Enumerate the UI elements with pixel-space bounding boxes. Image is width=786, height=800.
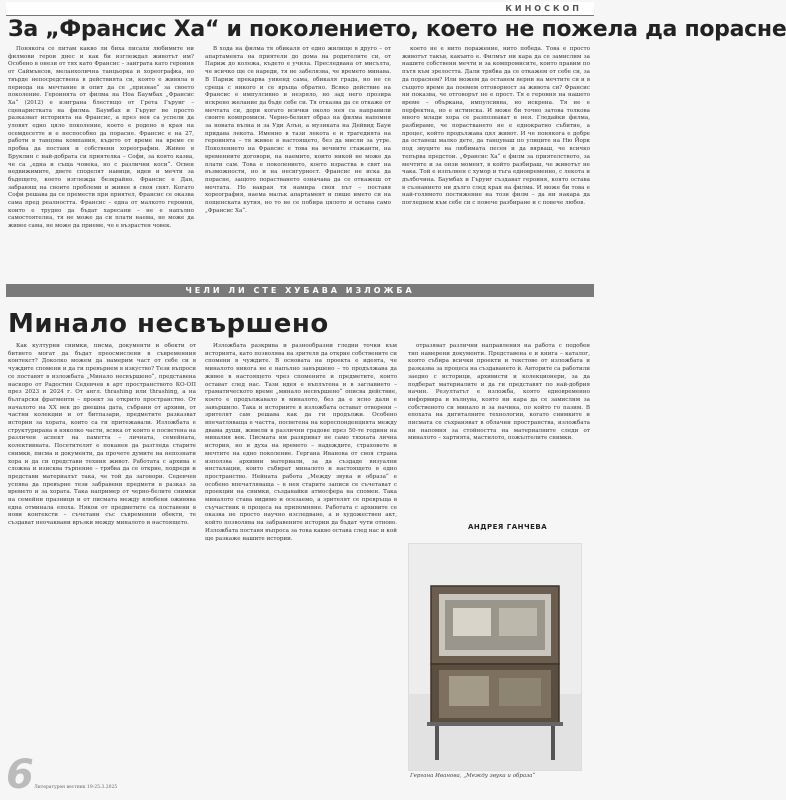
- installation-image: [409, 544, 581, 770]
- article-text: което не е нито поражение, нито победа. Това е просто животът такъв, какъвто е. Филмът ни кара да се замислим за нашите собствени мечти и за компромисите, които правим по пътя към зрелостта. Дали трябва да се откажем от себе си, за да пораснем? Или можем да останем верни на мечтите си и в същото време да поемем отговорност за живота си? Франсис ни показва, че отговорът не е прост. Тя е героиня на нашето време – объркана, импулсивна, но искрена. Тя не е перфектна, но е истинска. И може би точно затова толкова много млади хора се разпознават в нея. Гледайки филма, разбираме, че порастването не е еднократно събитие, а процес, който продължава цял живот. И че понякога е добре да останеш малко дете, да танцуваш по улиците на Ню Йорк под звуците на любимата песен и да вярваш, че всичко тепърва предстои. „Франсис Ха“ е филм за приятелството, за мечтите и за онзи момент, в който разбираш, че животът не чака. Той е изпълнен с хумор и тъга едновременно, с лекота и дълбочина. Баумбах и Гъруиг създават героиня, която остава в съзнанието ни дълго след края на филма. И може би това е най-голямото постижение на този филм – да ни накара да погледнем към себе си с повече разбиране и с повече любов.: [402, 46, 590, 207]
- section-label: КИНОСКОП: [505, 4, 582, 13]
- article-text: отразяват различни направления на работа с подобен тип намерени документи. Представена е и книга – каталог, която събира всички проекти и текстове от изложбата и разказва за процеса на създаването ѝ. Авторите са работили заедно с историци, архивисти и колекционери, за да подберат материалите и да ги представят по най-добрия начин. Резултатът е изложба, която едновременно информира и вълнува, която ни кара да се замислим за собственото си минало и за начина, по който го пазим. В епохата на дигиталните технологии, когато снимките и писмата се съхраняват в облачни пространства, изложбата ни напомня за стойността на материалните следи от миналото – хартията, мастилото, пожълтелите снимки.: [408, 343, 590, 442]
- exhibition-photo: [408, 543, 582, 771]
- article-text: В хода на филма тя обикаля от едно жилище в друго – от апартамента на приятели до дома на родителите си, от Париж до колежа, където е учила. Преследвана от мисълта, че всичко ще се нареди, тя не забелязва, че времето минава. В Париж прекарва уикенд сама, обикаля града, но не се среща с никого и се връща обратно. Всяко действие на Франсис е импулсивно и незряло, но зад него прозира искрено желание да бъде себе си. Тя отказва да се откаже от мечтата си, дори когато всички около нея са направили своите компромиси. Черно-белият образ на филма напомня за новата вълна и за Уди Алън, а музиката на Дейвид Бауи придава лекота. Именно в тази лекота е и трагедията на героинята – тя живее в настоящето, без да мисли за утре. Поколението на Франсис е това на вечните стажанти, на временните договори, на наемите, които никой не може да плати сам. Това е поколението, което израства в свят на възможности, но и на несигурност. Франсис не иска да порасне, защото порастването означава да се откажеш от мечтата. Но накрая тя намира своя път – поставя хореография, наема малък апартамент и пише името си на пощенската кутия, но то не се побира цялото и остава само „Франсис Ха“.: [205, 46, 391, 214]
- article-column-3: [402, 46, 590, 280]
- section-label: ЧЕЛИ ЛИ СТЕ ХУБАВА ИЗЛОЖБА: [185, 286, 415, 295]
- footer-text: Литературен вестник 19-25.3.2025: [34, 785, 118, 790]
- article-column-3: [408, 343, 590, 519]
- article-title: Минало несвършено: [8, 309, 329, 339]
- page-number: 6: [6, 752, 34, 798]
- article-text: Как културни снимки, писма, документи и обекти от битието могат да бъдат преосмислени в съвременния контекст? Доколко можем да намерим част от себе си в чуждите спомени и да ги превърнем в изкуство? Тези въпроси се поставят в изложбата „Минало несвършено“, представена наскоро от Радостин Седевчев в арт пространството КО-ОП през 2023 и 2024 г. От англ. thrashing или thrashing, а на български фрагменти – проект за открито пространство. От началото на XX век до днешна дата, събрани от архиви, от частни колекции и от битпазари, предметите разказват истории за хората, които са ги притежавали. Изложбата е структурирана в няколко части, всяка от които е посветена на различен аспект на паметта – личната, семейната, колективната. Посетителят е поканен да разгледа старите снимки, писма и документи, да прочете думите на непознати хора и да си представи техния живот. Работата с архива е сложна и изисква търпение – трябва да се открие, подреди и представи материалът така, че той да заговори. Седевчев успява да превърне тези забравени предмети в разказ за времето и за хората. Така например от черно-белите снимки на семейни празници и от писмата между влюбени оживява една отминала епоха. Някои от предметите са поставени в нови контексти – съчетани със съвременни обекти, те създават неочаквани връзки между миналото и настоящето.: [8, 343, 196, 527]
- section-bar-kinoskop: [6, 2, 594, 15]
- article-column-2: [205, 46, 391, 280]
- article-column-2: [205, 343, 397, 785]
- article-column-1: [8, 343, 196, 743]
- divider: [6, 15, 594, 16]
- section-bar-exhibition: [6, 284, 594, 297]
- photo-caption: Гергана Иванова, „Между звука и образа“: [410, 773, 536, 779]
- author-name: АНДРЕЯ ГАНЧЕВА: [468, 523, 548, 531]
- article-text: Изложбата разкрива и разнообразни гледни точки към историята, като позволява на зрителя да открие собствените си спомени в чуждите. В основата на проекта е идеята, че миналото никога не е напълно завършено – то продължава да живее в настоящето чрез спомените и предметите, които остават след нас. Тази идея е въплътена и в заглавието – граматическото време „минало несвършено“ описва действие, което е продължавало в миналото, без да е ясно дали е завършило. Така и историите в изложбата остават отворени – зрителят сам решава как да ги продължи. Особено впечатляваща е частта, посветена на кореспонденцията между двама души, живели в различни градове през 50-те години на миналия век. Писмата им разкриват не само тяхната лична история, но и духа на времето – надеждите, страховете и мечтите на едно поколение. Гергана Иванова от своя страна използва архивни материали, за да създаде визуални инсталации, които събират миналото и настоящето в едно пространство. Нейната работа „Между звука и образа“ е особено впечатляваща – в нея старите записи се съчетават с проекции на снимки, създавайки атмосфера на спомен. Така миналото става видимо и осезаемо, а зрителят се превръща в съучастник в процеса на припомняне. Работата с архивите се оказва не просто научно изследване, а и художествен акт, който позволява на забравените истории да бъдат чути отново. Изложбата поставя въпроса за това какво остава след нас и кой ще разкаже нашите истории.: [205, 343, 397, 542]
- article-text: Понякога се питам какво ли биха писали любимите ни филмови герои днес и как би изглеждал животът им? Особено в онези от тях като Франсис – заиграта като героиня от Саймънсов, меланхолична танцьорка и хореографка, но твърде непосредствена в действията си, която е живяла в периода на мечтание и опит да се „признае“ за своето поколение. Героинята от филма на Ноа Баумбах „Франсис Ха“ (2012) е изиграна блестящо от Грета Гъруиг – сценаристката на филма. Баумбах и Гъруиг не просто разказват историята на Франсис, а през нея са успели да уловят едно цяло поколение, което е родено в края на осемдесетте и е неспособно да порасне. Франсис е на 27, работи в танцова компания, където от време на време се пробва да поставя и собствени хореографии. Живее в Бруклин с най-добрата си приятелка – Софи, за която казва, че са „една и съща човека, но с различни коси“. Освен недвижимите, двете споделят навици, идеи и мечти за бъдещето, което изглежда безкрайно. Франсис е Дан, забравящ на своите проблеми и живее в своя свят. Когато Софи решава да се премести при приятел, Франсис се оказва сама пред реалността. Франсис – една от малкото героини, които е трудно да бъдат харесани – не е напълно самостоятелна, тя не може да си плати наема, не може да живее сама, не може да приеме, че е възрастен човек.: [8, 46, 194, 230]
- article-title: За „Франсис Ха“ и поколението, което не пожела да порасне: [8, 17, 786, 42]
- article-column-1: [8, 46, 194, 280]
